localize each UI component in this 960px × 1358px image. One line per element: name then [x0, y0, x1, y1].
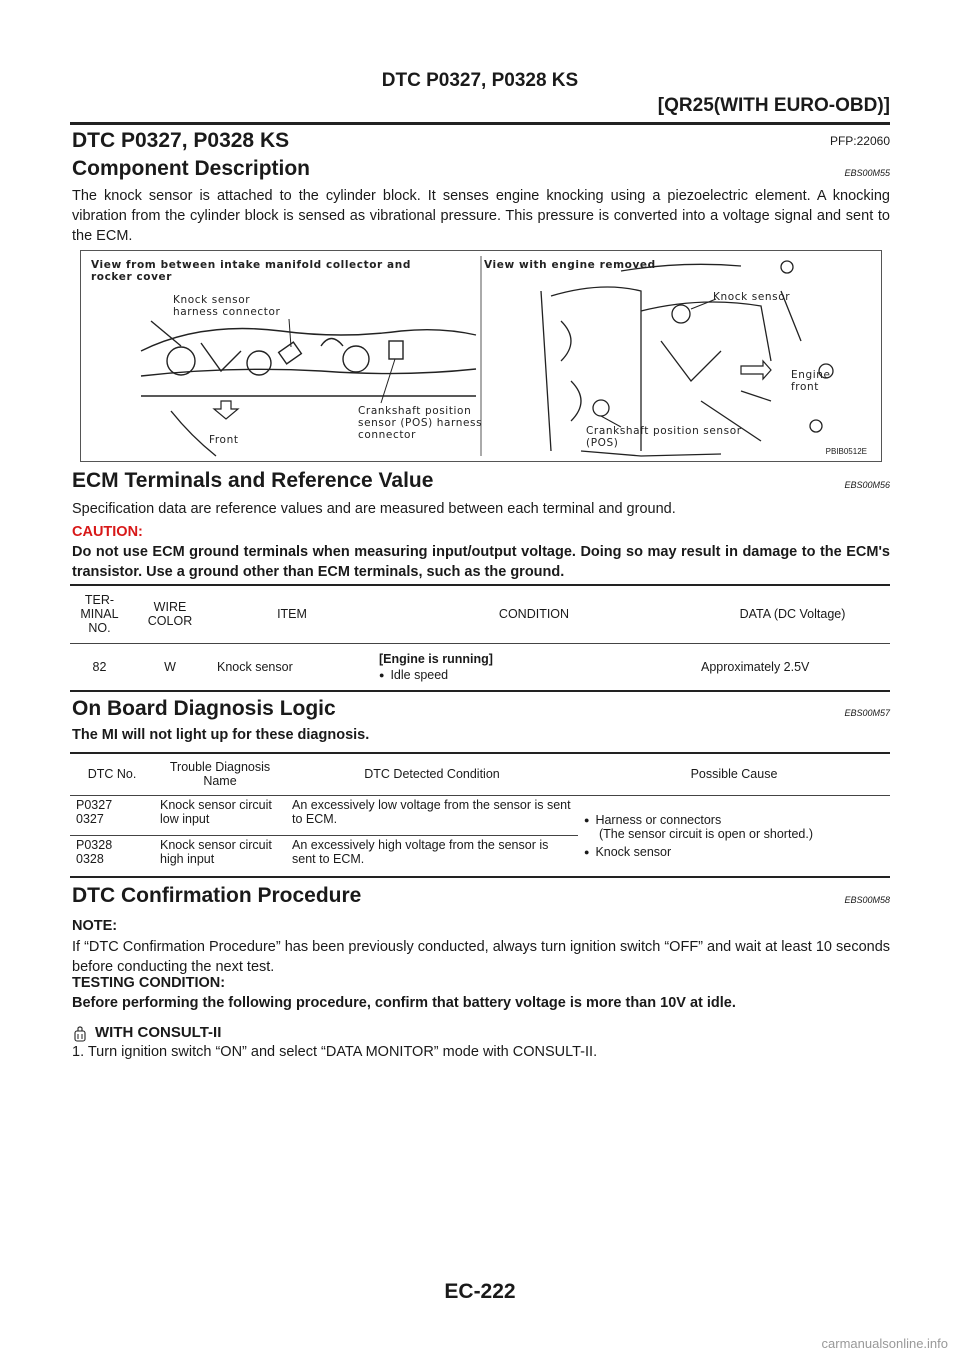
- data-cell: Approximately 2.5V: [701, 659, 810, 674]
- col-wire-color: WIRE COLOR: [147, 600, 193, 629]
- confirm-code: EBS00M58: [844, 895, 890, 905]
- page-header-title: DTC P0327, P0328 KS: [381, 70, 579, 91]
- col-diagnosis-name: Trouble Diagnosis Name: [169, 760, 271, 789]
- page-header-subtitle: [QR25(WITH EURO-OBD)]: [657, 95, 890, 116]
- obd-note: The MI will not light up for these diagnosis.: [72, 727, 370, 743]
- figure-pos-connector-label: Crankshaft position sensor (POS) harness connector: [358, 405, 483, 441]
- wire-cell: W: [164, 659, 176, 674]
- col-detected-condition: DTC Detected Condition: [364, 767, 500, 782]
- figure-knock-sensor-label: Knock sensor: [713, 291, 791, 303]
- terminal-cell: 82: [92, 659, 107, 674]
- watermark: carmanualsonline.info: [821, 1336, 948, 1351]
- header-divider: [70, 122, 890, 125]
- component-code: EBS00M55: [844, 168, 890, 178]
- testing-text: Before performing the following procedure, confirm that battery voltage is more than 10V at idle.: [72, 995, 736, 1011]
- figure-right-title: View with engine removed: [484, 259, 656, 271]
- consult-icon: [72, 1026, 88, 1042]
- step-1: 1. Turn ignition switch “ON” and select “DATA MONITOR” mode with CONSULT-II.: [72, 1044, 598, 1060]
- condition-item: ● Idle speed: [379, 668, 689, 682]
- dtc-code-short: 0328: [76, 851, 104, 866]
- dtc-table: [70, 752, 890, 878]
- col-item: ITEM: [277, 607, 307, 622]
- item-cell: Knock sensor: [217, 659, 293, 674]
- caution-label: CAUTION:: [72, 524, 143, 540]
- dtc-code: P0327: [76, 797, 113, 812]
- confirm-heading: DTC Confirmation Procedure: [72, 884, 362, 907]
- possible-cause-cell: [578, 795, 890, 877]
- ecm-table-header: [70, 585, 890, 643]
- component-body: The knock sensor is attached to the cylinder block. It senses engine knocking using a piezoelectric element. A knocking vibration from the cylinder block is sensed as vibrational pressure. This pressure is converted into a voltage signal and sent to the ECM.: [72, 188, 890, 244]
- consult-label: WITH CONSULT-II: [95, 1024, 222, 1041]
- sensor-location-figure: [80, 250, 882, 462]
- diagnosis-name-cell: Knock sensor circuit low input: [160, 797, 272, 826]
- page-number: EC-222: [444, 1280, 516, 1303]
- col-condition: CONDITION: [498, 607, 570, 622]
- dtc-cell: [70, 835, 154, 877]
- figure-pos-sensor-label: Crankshaft position sensor (POS): [586, 425, 742, 449]
- section-title: DTC P0327, P0328 KS: [72, 129, 290, 152]
- figure-engine-front-label: Engine front: [791, 369, 831, 393]
- note-label: NOTE:: [72, 918, 118, 934]
- col-terminal: TER-MINAL NO.: [80, 593, 119, 636]
- dtc-code: P0328: [76, 837, 113, 852]
- figure-code: PBIB0512E: [825, 447, 867, 456]
- caution-text: Do not use ECM ground terminals when measuring input/output voltage. Doing so may result in damage to the ECM's transistor. Use a ground other than ECM terminals, such as the ground.: [72, 544, 890, 580]
- obd-code: EBS00M57: [844, 708, 890, 718]
- part-number: PFP:22060: [829, 134, 890, 148]
- ecm-terminal-table: [70, 584, 890, 692]
- dtc-table-header: [70, 753, 890, 795]
- ecm-code: EBS00M56: [844, 480, 890, 490]
- dtc-cell: [70, 795, 154, 835]
- figure-left-title: View from between intake manifold collector and rocker cover: [91, 259, 411, 283]
- figure-front-label: Front: [209, 434, 239, 446]
- cause-item: ● Harness or connectors: [584, 813, 884, 827]
- table-row: [70, 643, 890, 691]
- condition-cell: An excessively high voltage from the sensor is sent to ECM.: [292, 837, 549, 866]
- cause-item-detail: (The sensor circuit is open or shorted.): [599, 826, 813, 841]
- ecm-body: Specification data are reference values and are measured between each terminal and ground.: [72, 501, 676, 517]
- cause-item: ● Knock sensor: [584, 845, 884, 859]
- dtc-code-short: 0327: [76, 811, 104, 826]
- condition-cell: An excessively low voltage from the sensor is sent to ECM.: [292, 797, 571, 826]
- condition-cell: [373, 643, 695, 691]
- component-heading: Component Description: [72, 157, 311, 180]
- condition-title: [Engine is running]: [379, 651, 493, 666]
- col-data: DATA (DC Voltage): [739, 607, 846, 622]
- obd-heading: On Board Diagnosis Logic: [72, 697, 336, 720]
- ecm-heading: ECM Terminals and Reference Value: [72, 469, 434, 492]
- diagnosis-name-cell: Knock sensor circuit high input: [160, 837, 272, 866]
- note-text: If “DTC Confirmation Procedure” has been previously conducted, always turn ignition switch “OFF” and wait at least 10 seconds before conducting the next test.: [72, 939, 891, 975]
- col-dtc-no: DTC No.: [87, 767, 137, 782]
- table-row: [70, 795, 890, 835]
- col-possible-cause: Possible Cause: [690, 767, 778, 782]
- figure-knock-connector-label: Knock sensor harness connector: [173, 294, 281, 318]
- testing-label: TESTING CONDITION:: [72, 975, 226, 991]
